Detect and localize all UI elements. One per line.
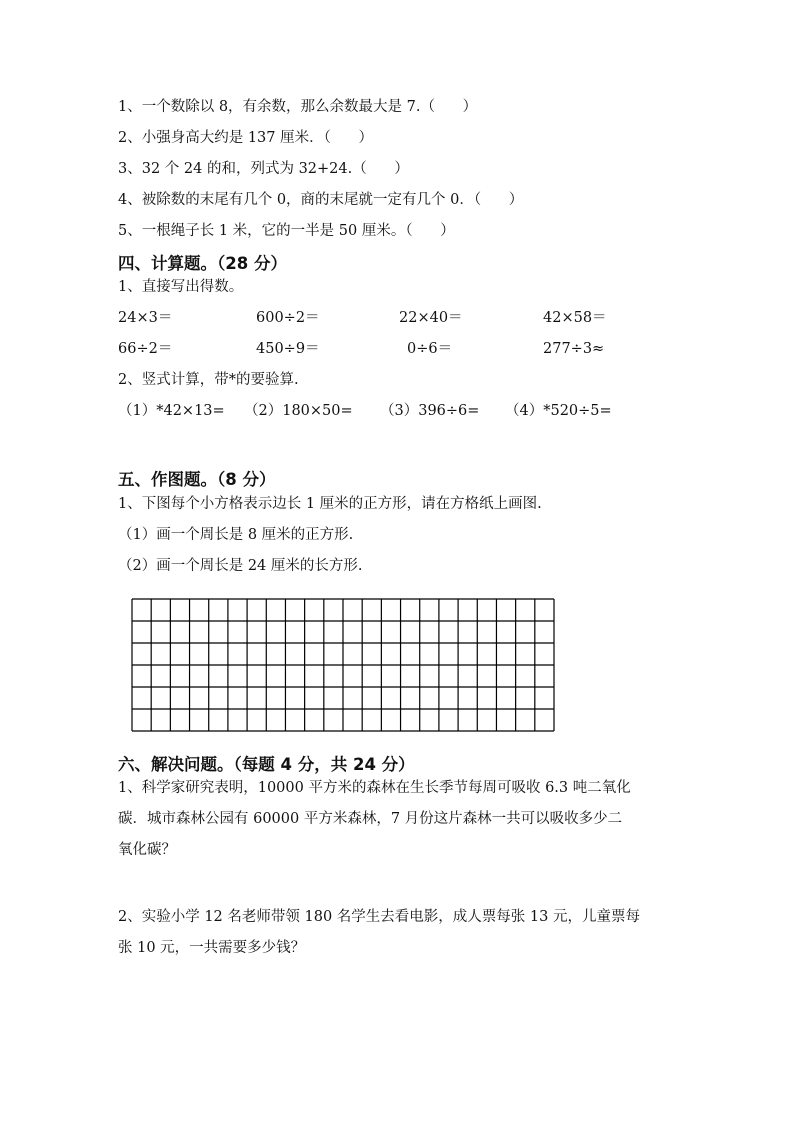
tf-question-4: 4、被除数的末尾有几个 0，商的末尾就一定有几个 0．（ ） xyxy=(118,192,524,208)
section4-q2: 2、竖式计算，带*的要验算. xyxy=(118,372,299,388)
section6-q1-line1: 1、科学家研究表明，10000 平方米的森林在生长季节每周可吸收 6.3 吨二氧化 xyxy=(118,780,631,796)
vertical-calc-item: （4）*520÷5= xyxy=(505,403,612,419)
section5-heading: 五、作图题。（8 分） xyxy=(118,470,276,489)
oral-calc-item: 24×3＝ xyxy=(118,310,173,326)
section6-q2-line1: 2、实验小学 12 名老师带领 180 名学生去看电影，成人票每张 13 元，儿童票每 xyxy=(118,909,640,925)
oral-calc-item: 600÷2＝ xyxy=(256,310,320,326)
section6-q1-line3: 氧化碳？ xyxy=(118,842,176,858)
oral-calc-item: 277÷3≈ xyxy=(543,341,605,357)
section6-heading: 六、解决问题。（每题 4 分，共 24 分） xyxy=(118,755,415,774)
section4-heading: 四、计算题。（28 分） xyxy=(118,254,287,273)
vertical-calc-item: （3）396÷6= xyxy=(380,403,480,419)
oral-calc-item: 0÷6＝ xyxy=(407,341,453,357)
square-grid-paper[interactable] xyxy=(131,598,555,732)
section4-q1: 1、直接写出得数。 xyxy=(118,279,244,295)
tf-question-2: 2、小强身高大约是 137 厘米．（ ） xyxy=(118,130,374,146)
tf-question-3: 3、32 个 24 的和，列式为 32+24.（ ） xyxy=(118,161,409,177)
oral-calc-item: 66÷2＝ xyxy=(118,341,173,357)
section5-sub1: （1）画一个周长是 8 厘米的正方形. xyxy=(118,527,354,543)
section5-q1: 1、下图每个小方格表示边长 1 厘米的正方形，请在方格纸上画图. xyxy=(118,496,542,512)
vertical-calc-item: （1）*42×13= xyxy=(118,403,225,419)
tf-question-5: 5、一根绳子长 1 米，它的一半是 50 厘米。（ ） xyxy=(118,223,455,239)
oral-calc-item: 450÷9＝ xyxy=(256,341,320,357)
section6-q2-line2: 张 10 元，一共需要多少钱？ xyxy=(118,940,306,956)
oral-calc-item: 42×58＝ xyxy=(543,310,607,326)
tf-question-1: 1、一个数除以 8，有余数，那么余数最大是 7.（ ） xyxy=(118,99,478,115)
section6-q1-line2: 碳．城市森林公园有 60000 平方米森林，7 月份这片森林一共可以吸收多少二 xyxy=(118,811,623,827)
vertical-calc-item: （2）180×50= xyxy=(244,403,353,419)
oral-calc-item: 22×40＝ xyxy=(399,310,463,326)
section5-sub2: （2）画一个周长是 24 厘米的长方形. xyxy=(118,558,363,574)
